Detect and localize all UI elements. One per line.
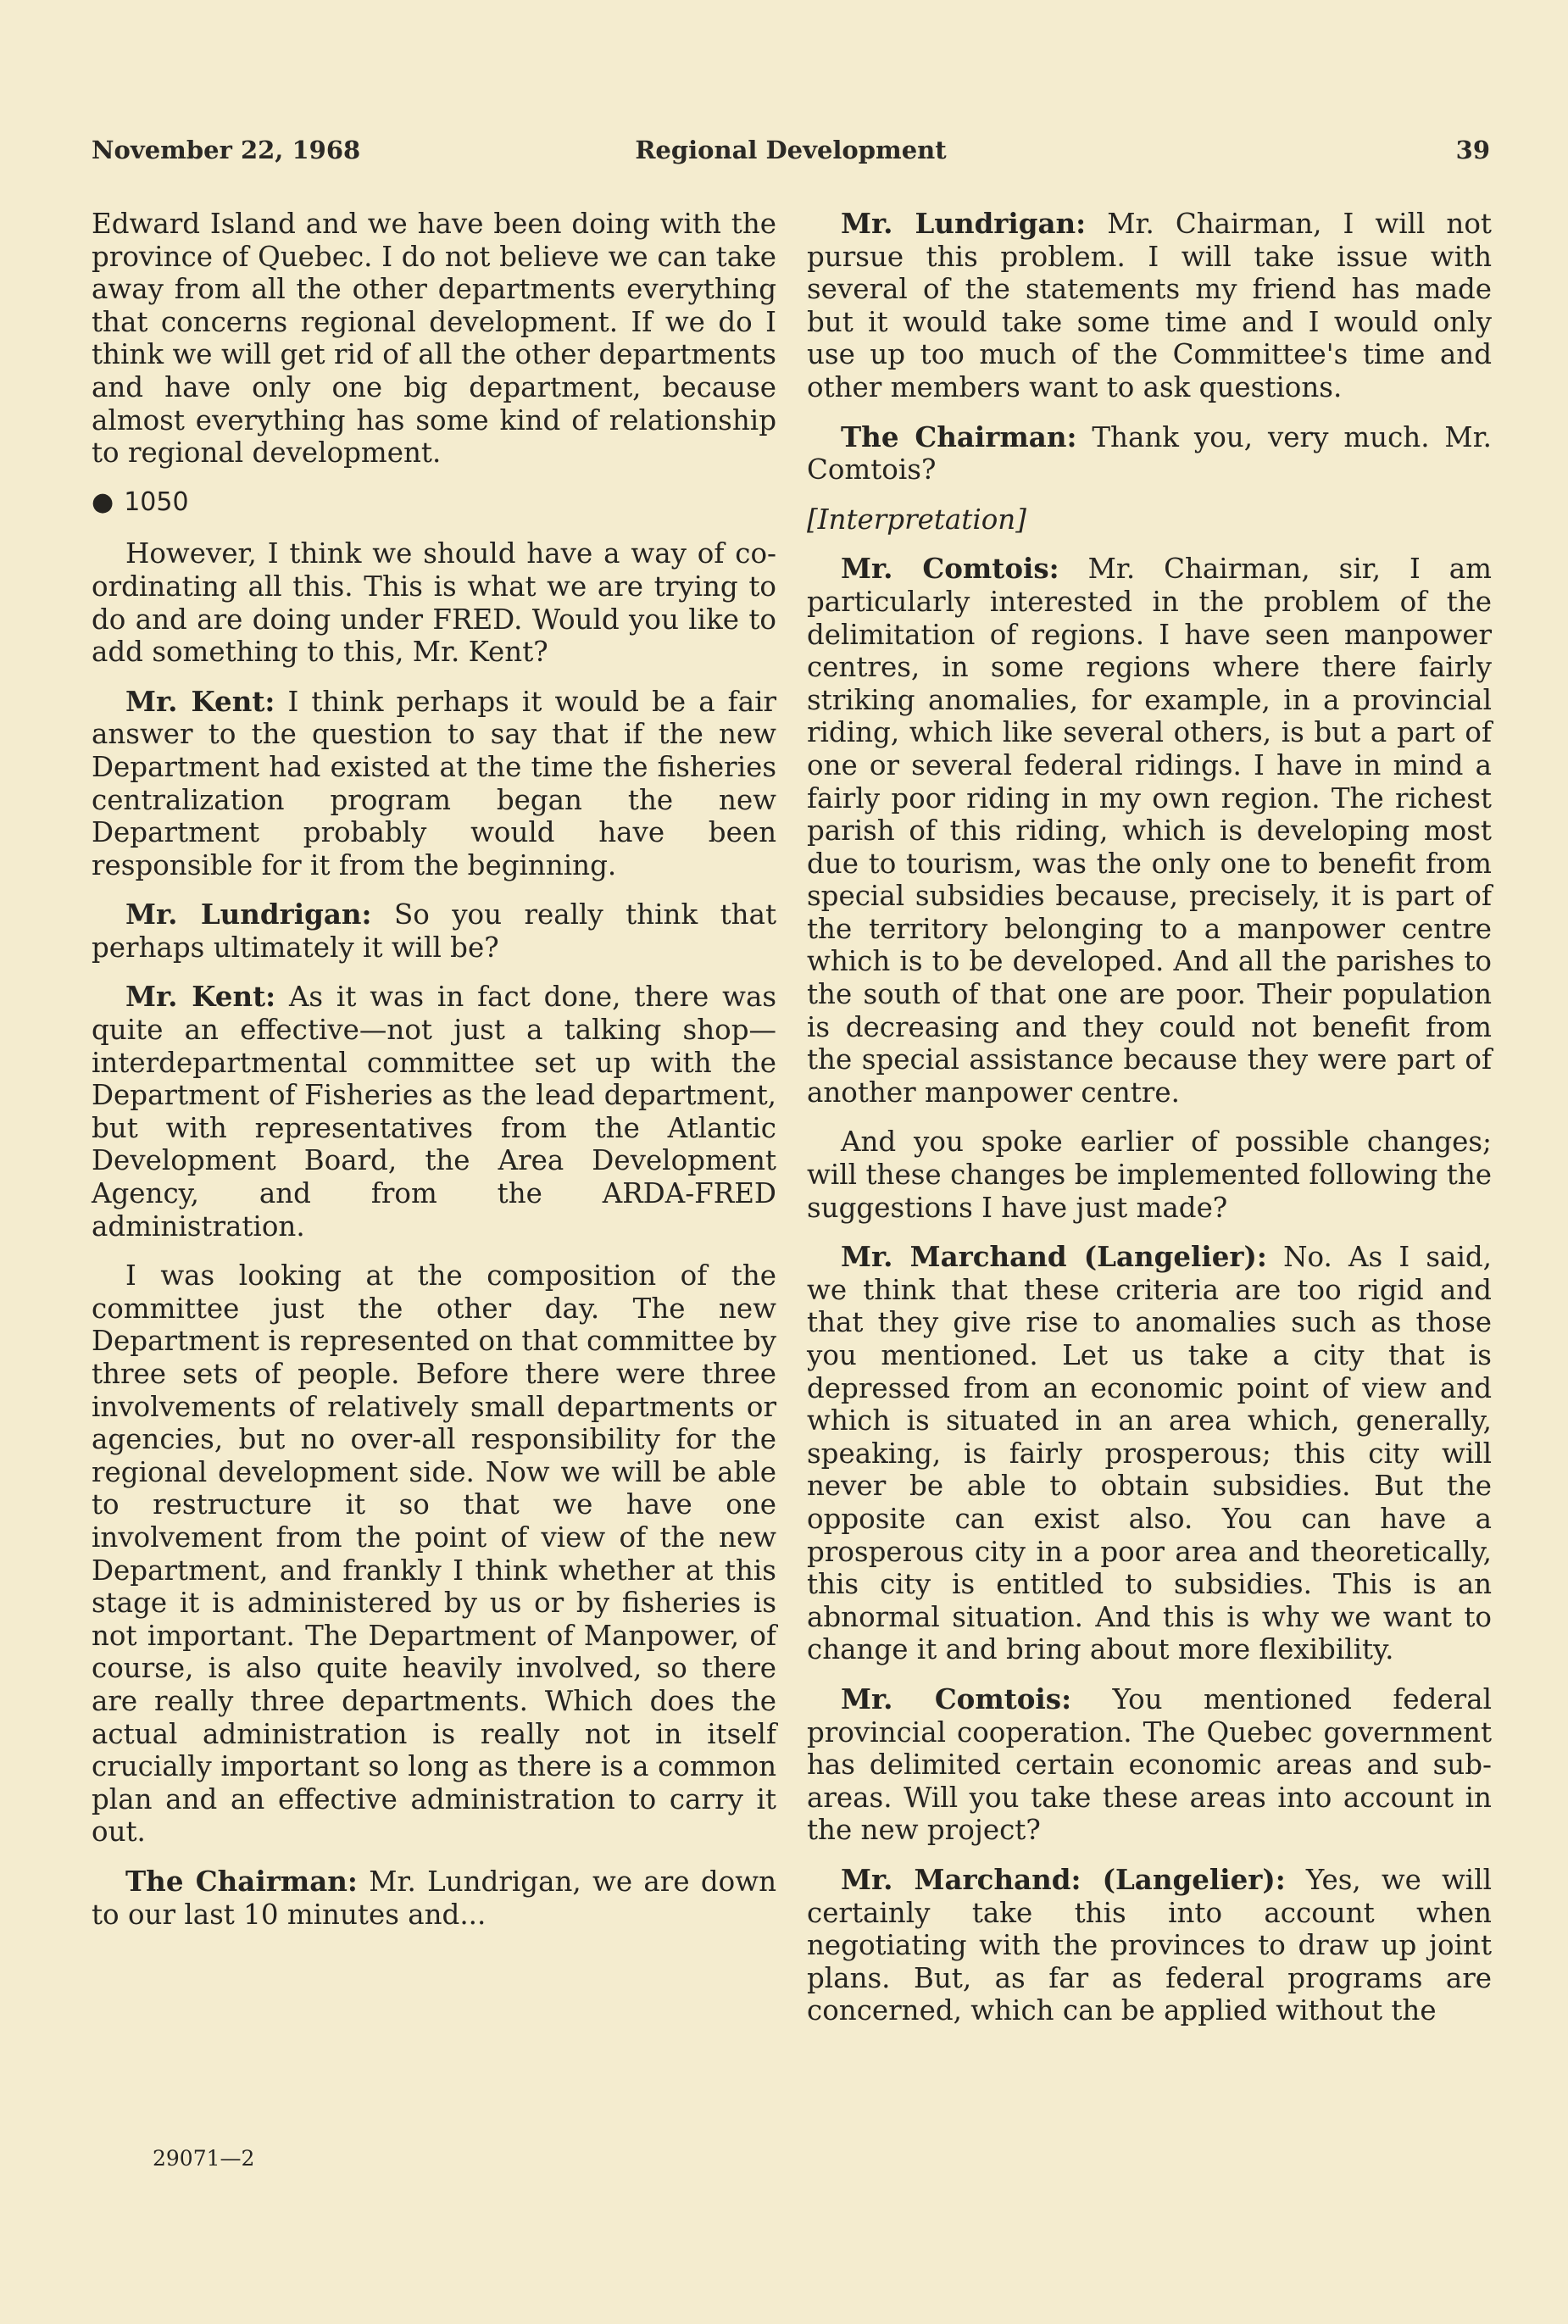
- speaker-paragraph: [92, 981, 776, 1243]
- paragraph: However, I think we should have a way of co-ordinating all this. This is what we are trying to do and are doing under FRED. Would you like to add something to this, Mr. Kent?: [92, 537, 776, 669]
- speaker-name: Mr. Lundrigan:: [841, 207, 1087, 240]
- speaker-name: The Chairman:: [125, 1864, 358, 1898]
- speech-text: I think perhaps it would be a fair answer to the question to say that if the new Department had existed at the time the fisheries centralization program began the new Department probably would have been responsible for it from the beginning.: [92, 685, 776, 881]
- speaker-name: Mr. Marchand (Langelier):: [841, 1240, 1267, 1274]
- time-marker-text: 1050: [124, 486, 189, 517]
- speech-text: Mr. Chairman, sir, I am particularly interested in the problem of the delimitation of regions. I have seen manpower centres, in some regions where there fairly striking anomalies, for example, in a provincial riding, which like several others, is but a part of one or several federal ridings. I have in mind a fairly poor riding in my own region. The richest parish of this riding, which is developing most due to tourism, was the only one to benefit from special subsidies because, precisely, it is part of the territory belonging to a manpower centre which is to be developed. And all the parishes to the south of that one are poor. Their population is decreasing and they could not benefit from the special assistance because they were part of another manpower centre.: [807, 553, 1492, 1109]
- speaker-paragraph: [807, 208, 1492, 404]
- speaker-paragraph: [807, 421, 1492, 486]
- speech-text: Thank you, very much. Mr. Comtois?: [807, 420, 1492, 486]
- footer-code: 29071—2: [153, 2146, 255, 2171]
- speaker-paragraph: [92, 1865, 776, 1931]
- time-marker: [92, 486, 776, 520]
- speaker-paragraph: [92, 898, 776, 964]
- paragraph: And you spoke earlier of possible changes; will these changes be implemented following the suggestions I have just made?: [807, 1126, 1492, 1224]
- speech-text: Mr. Lundrigan, we are down to our last 10 minutes and...: [92, 1865, 776, 1931]
- speech-text: Yes, we will certainly take this into account when negotiating with the provinces to draw up joint plans. But, as far as federal programs are concerned, which can be applied without the: [807, 1863, 1492, 2027]
- paragraph: I was looking at the composition of the committee just the other day. The new Department is represented on that committee by three sets of people. Before there were three involvements of relatively small departments or agencies, but no over-all responsibility for the regional development side. Now we will be able to restructure it so that we have one involvement from the point of view of the new Department, and frankly I think whether at this stage it is administered by us or by fisheries is not important. The Department of Manpower, of course, is also quite heavily involved, so there are really three departments. Which does the actual administration is really not in itself crucially important so long as there is a common plan and an effective administration to carry it out.: [92, 1259, 776, 1849]
- speaker-name: Mr. Marchand: (Langelier):: [841, 1862, 1286, 1896]
- left-column: [92, 208, 776, 1948]
- speaker-paragraph: [92, 686, 776, 882]
- speaker-name: Mr. Lundrigan:: [125, 898, 372, 931]
- speaker-name: The Chairman:: [841, 420, 1077, 453]
- speech-text: No. As I said, we think that these criteria are too rigid and that they give rise to anomalies such as those you mentioned. Let us take a city that is depressed from an economic point of view and which is situated in an area which, generally, speaking, is fairly prosperous; this city will never be able to obtain subsidies. But the opposite can exist also. You can have a prosperous city in a poor area and theoretically, this city is entitled to subsidies. This is an abnormal situation. And this is why we want to change it and bring about more flexibility.: [807, 1241, 1492, 1666]
- speaker-paragraph: [807, 1683, 1492, 1847]
- speaker-paragraph: [807, 1241, 1492, 1666]
- speaker-paragraph: [807, 553, 1492, 1109]
- speech-text: So you really think that perhaps ultimately it will be?: [92, 898, 777, 964]
- speech-text: Mr. Chairman, I will not pursue this problem. I will take issue with several of the statements my friend has made but it would take some time and I would only use up too much of the Committee's time and other members want to ask questions.: [807, 208, 1492, 403]
- right-column: [807, 208, 1492, 2044]
- speech-text: As it was in fact done, there was quite an effective—not just a talking shop—interdepartmental committee set up with the Department of Fisheries as the lead department, but with representatives from the Atlantic Development Board, the Area Development Agency, and from the ARDA-FRED administration.: [92, 981, 777, 1243]
- bullet-icon: ●: [92, 486, 114, 517]
- paragraph: Edward Island and we have been doing with the province of Quebec. I do not believe we can take away from all the other departments everything that concerns regional development. If we do I think we will get rid of all the other departments and have only one big department, because almost everything has some kind of relationship to regional development.: [92, 208, 776, 470]
- speech-text: You mentioned federal provincial cooperation. The Quebec government has delimited certain economic areas and sub-areas. Will you take these areas into account in the new project?: [807, 1682, 1492, 1847]
- speaker-paragraph: [807, 1864, 1492, 2027]
- header-title: Regional Development: [635, 136, 947, 164]
- speaker-name: Mr. Kent:: [125, 980, 276, 1014]
- speaker-name: Mr. Kent:: [125, 684, 275, 718]
- speaker-name: Mr. Comtois:: [841, 552, 1059, 586]
- speaker-name: Mr. Comtois:: [841, 1682, 1072, 1715]
- interpretation-note: [Interpretation]: [807, 503, 1026, 536]
- page-number: 39: [1455, 136, 1490, 164]
- header-date: November 22, 1968: [92, 136, 361, 164]
